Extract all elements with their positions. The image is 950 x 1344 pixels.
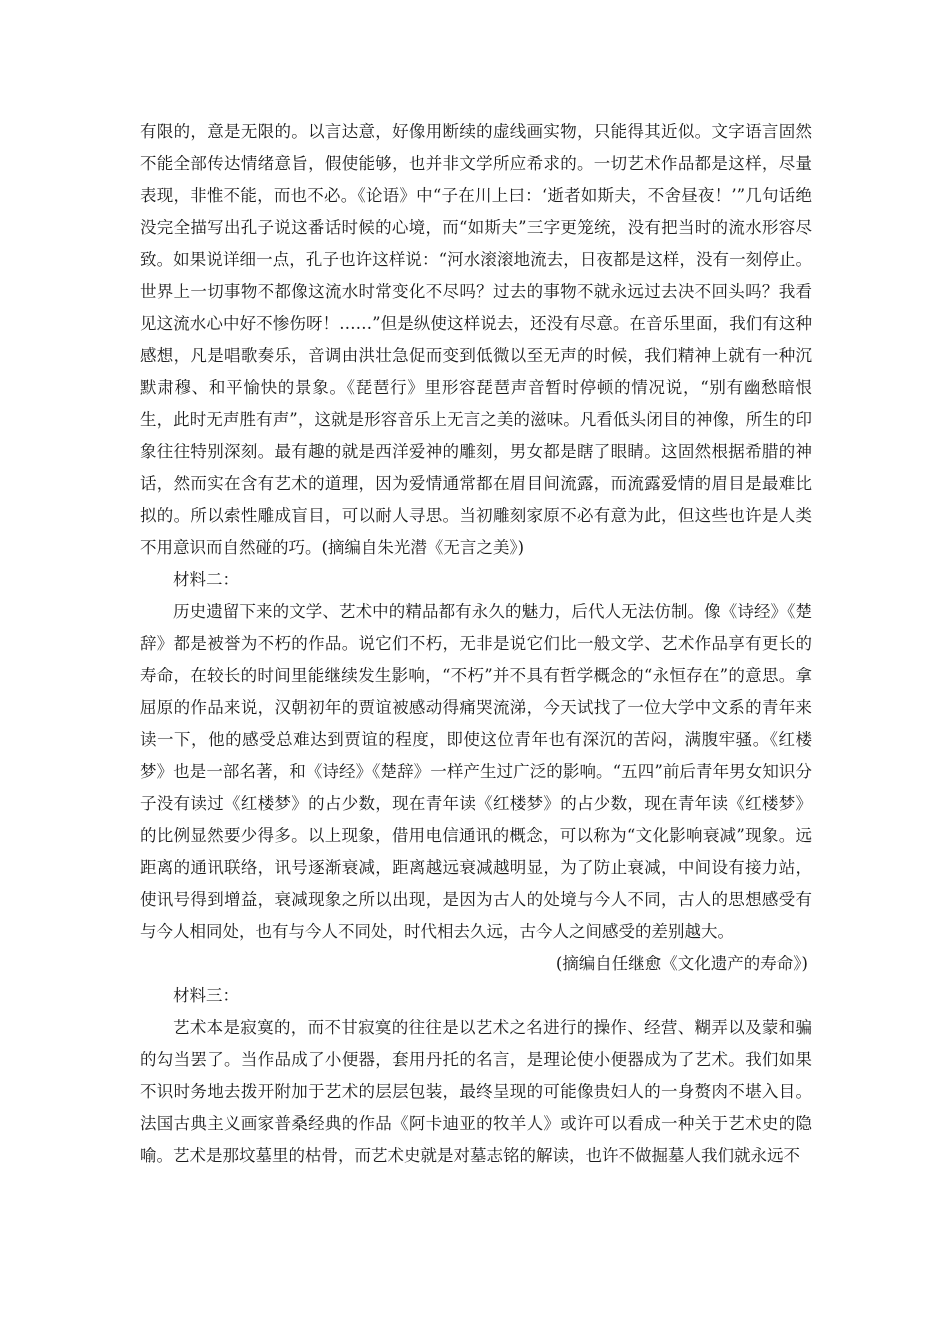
material-three-body: 艺术本是寂寞的，而不甘寂寞的往往是以艺术之名进行的操作、经营、糊弄以及蒙和骗的勾当罢了。当作品成了小便器，套用丹托的名言，是理论使小便器成为了艺术。我们如果不识时务地去拨开附加于艺术的层层包装，最终呈现的可能像贵妇人的一身赘肉不堪入目。法国古典主义画家普桑经典的作品《阿卡迪亚的牧羊人》或许可以看成一种关于艺术史的隐喻。艺术是那坟墓里的枯骨，而艺术史就是对墓志铭的解读，也许不做掘墓人我们就永远不 (140, 1018, 812, 1165)
material-three-heading: 材料三： (173, 986, 239, 1005)
material-two-heading: 材料二： (173, 570, 239, 589)
material-two-source: (摘编自任继愈《文化遗产的寿命》) (555, 954, 808, 973)
document-page (140, 116, 812, 1172)
material-two-body: 历史遗留下来的文学、艺术中的精品都有永久的魅力，后代人无法仿制。像《诗经》《楚辞》都是被誉为不朽的作品。说它们不朽，无非是说它们比一般文学、艺术作品享有更长的寿命，在较长的时间里能继续发生影响，“不朽”并不具有哲学概念的“永恒存在”的意思。拿屈原的作品来说，汉朝初年的贾谊被感动得痛哭流涕，今天试找了一位大学中文系的青年来读一下，他的感受总难达到贾谊的程度，即使这位青年也有深沉的苦闷，满腹牢骚。《红楼梦》也是一部名著，和《诗经》《楚辞》一样产生过广泛的影响。“五四”前后青年男女知识分子没有读过《红楼梦》的占少数，现在青年读《红楼梦》的占少数，现在青年读《红楼梦》的比例显然要少得多。以上现象，借用电信通讯的概念，可以称为“文化影响衰减”现象。远距离的通讯联络，讯号逐渐衰减，距离越远衰减越明显，为了防止衰减，中间设有接力站，使讯号得到增益，衰减现象之所以出现，是因为古人的处境与今人不同，古人的思想感受有与今人相同处，也有与今人不同处，时代相去久远，古今人之间感受的差别越大。 (140, 602, 812, 941)
material-one-continuation: 有限的，意是无限的。以言达意，好像用断续的虚线画实物，只能得其近似。文字语言固然不能全部传达情绪意旨，假使能够，也并非文学所应希求的。一切艺术作品都是这样，尽量表现，非惟不能，而也不必。《论语》中“子在川上曰：‘逝者如斯夫，不舍昼夜！’”几句话绝没完全描写出孔子说这番话时候的心境，而“如斯夫”三字更笼统，没有把当时的流水形容尽致。如果说详细一点，孔子也许这样说：“河水滚滚地流去，日夜都是这样，没有一刻停止。世界上一切事物不都像这流水时常变化不尽吗？过去的事物不就永远过去决不回头吗？我看见这流水心中好不惨伤呀！……”但是纵使这样说去，还没有尽意。在音乐里面，我们有这种感想，凡是唱歌奏乐，音调由洪壮急促而变到低微以至无声的时候，我们精神上就有一种沉默肃穆、和平愉快的景象。《琵琶行》里形容琵琶声音暂时停顿的情况说，“别有幽愁暗恨生，此时无声胜有声”，这就是形容音乐上无言之美的滋味。凡看低头闭目的神像，所生的印象往往特别深刻。最有趣的就是西洋爱神的雕刻，男女都是瞎了眼睛。这固然根据希腊的神话，然而实在含有艺术的道理，因为爱情通常都在眉目间流露，而流露爱情的眉目是最难比拟的。所以索性雕成盲目，可以耐人寻思。当初雕刻家原不必有意为此，但这些也许是人类不用意识而自然碰的巧。(摘编自朱光潜《无言之美》) (140, 122, 812, 557)
